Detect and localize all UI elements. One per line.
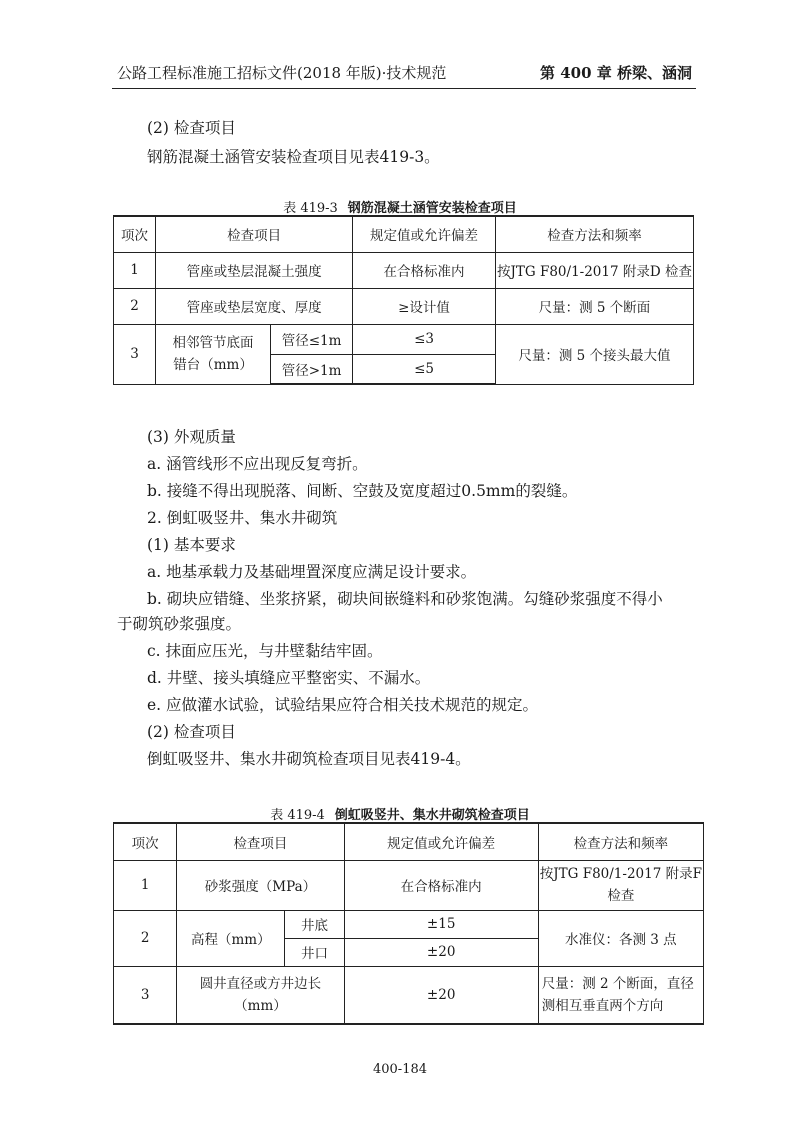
paragraph: 钢筋混凝土涵管安装检查项目见表419-3。 <box>147 148 440 166</box>
table-row <box>114 860 704 910</box>
header-rule <box>112 88 696 89</box>
table-row <box>114 966 704 1024</box>
cell-method: 尺量：测 5 个断面 <box>495 288 693 324</box>
cell-value: 在合格标准内 <box>353 252 496 288</box>
list-item: a. 涵管线形不应出现反复弯折。 <box>147 455 368 473</box>
section-heading: (2) 检查项目 <box>147 119 236 137</box>
table-row <box>114 252 694 288</box>
cell-value: ≤3 <box>353 324 496 354</box>
header-cell: 规定值或允许偏差 <box>344 823 538 860</box>
cell-value: ≤5 <box>353 354 496 384</box>
cell-item: 管座或垫层混凝土强度 <box>156 252 353 288</box>
cell-method: 按JTG F80/1-2017 附录D 检查 <box>495 252 693 288</box>
header-cell: 项次 <box>114 216 156 252</box>
header-cell: 检查项目 <box>177 823 344 860</box>
cell-method <box>538 860 703 910</box>
cell-subitem: 管径≤1m <box>271 324 353 354</box>
item-line: 圆井直径或方井边长 <box>199 975 322 992</box>
table-number: 表 419-3 <box>283 201 338 216</box>
header-cell: 项次 <box>114 823 177 860</box>
inspection-table-419-3 <box>113 215 694 385</box>
cell-method <box>538 966 703 1024</box>
table-row <box>114 288 694 324</box>
list-item: c. 抹面应压光，与井壁黏结牢固。 <box>147 642 383 660</box>
cell-item: 高程（mm） <box>177 910 285 966</box>
cell-value: ≥设计值 <box>353 288 496 324</box>
cell-no: 1 <box>114 860 177 910</box>
cell-no: 1 <box>114 252 156 288</box>
cell-item: 管座或垫层宽度、厚度 <box>156 288 353 324</box>
section-heading: (2) 检查项目 <box>147 723 236 741</box>
cell-item <box>177 966 344 1024</box>
cell-no: 3 <box>114 966 177 1024</box>
table-number: 表 419-4 <box>270 808 325 823</box>
table-title: 钢筋混凝土涵管安装检查项目 <box>347 201 517 216</box>
table-row <box>114 324 694 354</box>
cell-item: 相邻管节底面错台（mm） <box>156 324 271 384</box>
cell-method: 尺量：测 5 个接头最大值 <box>495 324 693 384</box>
cell-value: ±20 <box>344 938 538 966</box>
table-header-row <box>114 216 694 252</box>
header-cell: 规定值或允许偏差 <box>353 216 496 252</box>
header-right: 第 400 章 桥梁、涵洞 <box>540 64 692 82</box>
table-caption <box>0 804 800 823</box>
table-caption <box>0 197 800 216</box>
table-row <box>114 910 704 938</box>
inspection-table-419-4 <box>113 822 704 1025</box>
method-line: 按JTG F80/1-2017 附录F <box>539 866 702 882</box>
list-item: b. 接缝不得出现脱落、间断、空鼓及宽度超过0.5mm的裂缝。 <box>147 482 578 500</box>
list-item: d. 井壁、接头填缝应平整密实、不漏水。 <box>147 669 431 687</box>
cell-subitem: 井底 <box>285 910 344 938</box>
cell-method: 水准仪：各测 3 点 <box>538 910 703 966</box>
header-left: 公路工程标准施工招标文件(2018 年版)·技术规范 <box>117 64 447 82</box>
method-line: 尺量：测 2 个断面，直径 <box>541 975 694 992</box>
list-item: e. 应做灌水试验，试验结果应符合相关技术规范的规定。 <box>147 696 539 714</box>
cell-value: ±15 <box>344 910 538 938</box>
method-line: 检查 <box>607 888 635 904</box>
list-item: b. 砌块应错缝、坐浆挤紧，砌块间嵌缝料和砂浆饱满。勾缝砂浆强度不得小 <box>147 590 663 608</box>
list-item: a. 地基承载力及基础埋置深度应满足设计要求。 <box>147 563 477 581</box>
list-item-continuation: 于砌筑砂浆强度。 <box>117 615 242 633</box>
item-line: （mm） <box>234 997 287 1014</box>
cell-no: 2 <box>114 910 177 966</box>
section-title: 2. 倒虹吸竖井、集水井砌筑 <box>147 509 338 527</box>
section-heading: (1) 基本要求 <box>147 536 236 554</box>
section-heading: (3) 外观质量 <box>147 428 236 446</box>
cell-no: 3 <box>114 324 156 384</box>
header-cell: 检查方法和频率 <box>495 216 693 252</box>
paragraph: 倒虹吸竖井、集水井砌筑检查项目见表419-4。 <box>147 750 471 768</box>
header-cell: 检查项目 <box>156 216 353 252</box>
cell-value: ±20 <box>344 966 538 1024</box>
page-number: 400-184 <box>372 1062 428 1077</box>
table-header-row <box>114 823 704 860</box>
cell-subitem: 管径>1m <box>271 354 353 384</box>
table-title: 倒虹吸竖井、集水井砌筑检查项目 <box>334 808 530 823</box>
cell-value: 在合格标准内 <box>344 860 538 910</box>
cell-no: 2 <box>114 288 156 324</box>
cell-subitem: 井口 <box>285 938 344 966</box>
cell-item: 砂浆强度（MPa） <box>177 860 344 910</box>
method-line: 测相互垂直两个方向 <box>541 997 664 1014</box>
header-cell: 检查方法和频率 <box>538 823 703 860</box>
